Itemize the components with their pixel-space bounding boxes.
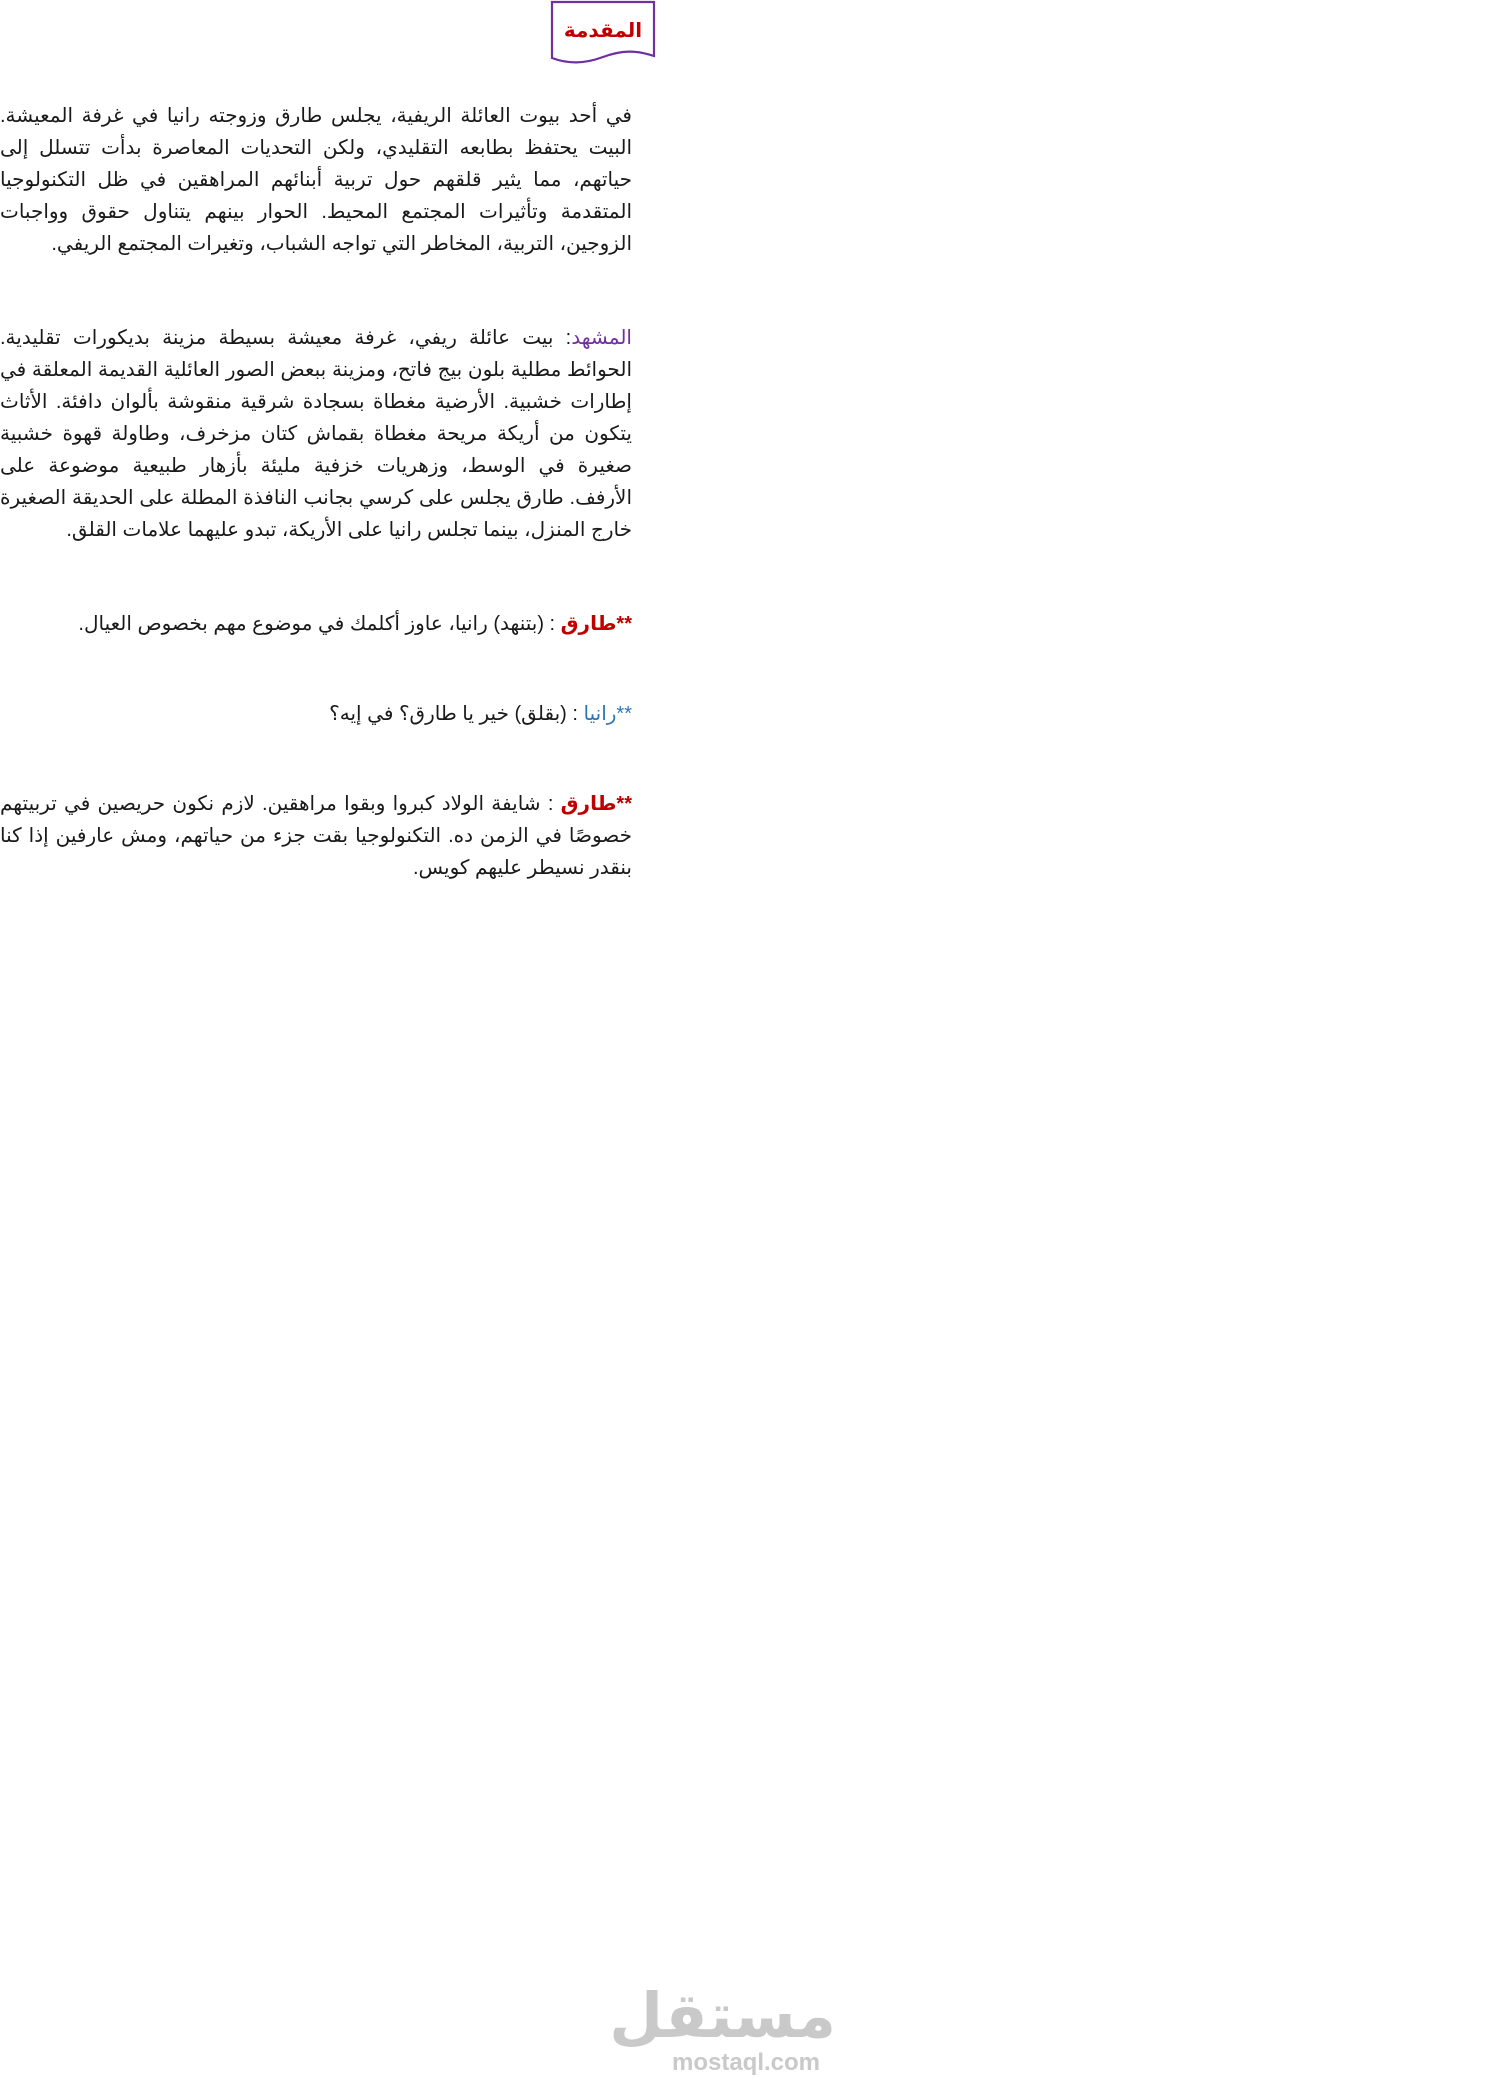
dialogue-text: : شايفة الولاد كبروا وبقوا مراهقين. لازم نكون حريصين في تربيتهم خصوصًا في الزمن ده. التكنولوجيا بقت جزء من حياتهم، ومش عارفين إذا كنا بنقدر نسيطر عليهم كويس. — [0, 793, 632, 879]
page-title: المقدمة — [563, 20, 643, 42]
title-banner — [548, 0, 658, 64]
watermark-logo — [609, 1982, 836, 2076]
scene-paragraph — [0, 322, 632, 546]
speaker-name: رانيا — [583, 703, 617, 725]
spacer — [0, 260, 632, 322]
dialogue-text: : (بتنهد) رانيا، عاوز أكلمك في موضوع مهم بخصوص العيال. — [78, 613, 561, 635]
watermark-latin: mostaql.com — [671, 2049, 821, 2076]
watermark-arabic: مستقل — [609, 1982, 836, 2051]
dialogue-text: : (بقلق) خير يا طارق؟ في إيه؟ — [329, 703, 584, 725]
speaker-name: طارق — [560, 613, 617, 635]
dialogue-stars: ** — [616, 613, 632, 635]
spacer — [0, 640, 632, 698]
dialogue-line — [0, 698, 632, 730]
intro-paragraph: في أحد بيوت العائلة الريفية، يجلس طارق وزوجته رانيا في غرفة المعيشة. البيت يحتفظ بطابعه التقليدي، ولكن التحديات المعاصرة بدأت تتسلل إلى حياتهم، مما يثير قلقهم حول تربية أبنائهم المراهقين في ظل التكنولوجيا المتقدمة وتأثيرات المجتمع المحيط. الحوار بينهم يتناول حقوق وواجبات الزوجين، التربية، المخاطر التي تواجه الشباب، وتغيرات المجتمع الريفي. — [0, 105, 632, 255]
scene-label: المشهد — [571, 327, 632, 349]
dialogue-stars: ** — [616, 793, 632, 815]
dialogue-line — [0, 608, 632, 640]
spacer — [0, 546, 632, 608]
dialogue-line — [0, 788, 632, 884]
spacer — [0, 730, 632, 788]
document-body — [0, 100, 632, 884]
speaker-name: طارق — [560, 793, 617, 815]
dialogue-stars: ** — [616, 703, 632, 725]
scene-text: : بيت عائلة ريفي، غرفة معيشة بسيطة مزينة بديكورات تقليدية. الحوائط مطلية بلون بيج فاتح، ومزينة ببعض الصور العائلية القديمة المعلقة في إطارات خشبية. الأرضية مغطاة بسجادة شرقية منقوشة بألوان دافئة. الأثاث يتكون من أريكة مريحة مغطاة بقماش كتان مزخرف، وطاولة قهوة خشبية صغيرة في الوسط، وزهريات خزفية مليئة بأزهار طبيعية موضوعة على الأرفف. طارق يجلس على كرسي بجانب النافذة المطلة على الحديقة الصغيرة خارج المنزل، بينما تجلس رانيا على الأريكة، تبدو عليهما علامات القلق. — [0, 327, 632, 541]
